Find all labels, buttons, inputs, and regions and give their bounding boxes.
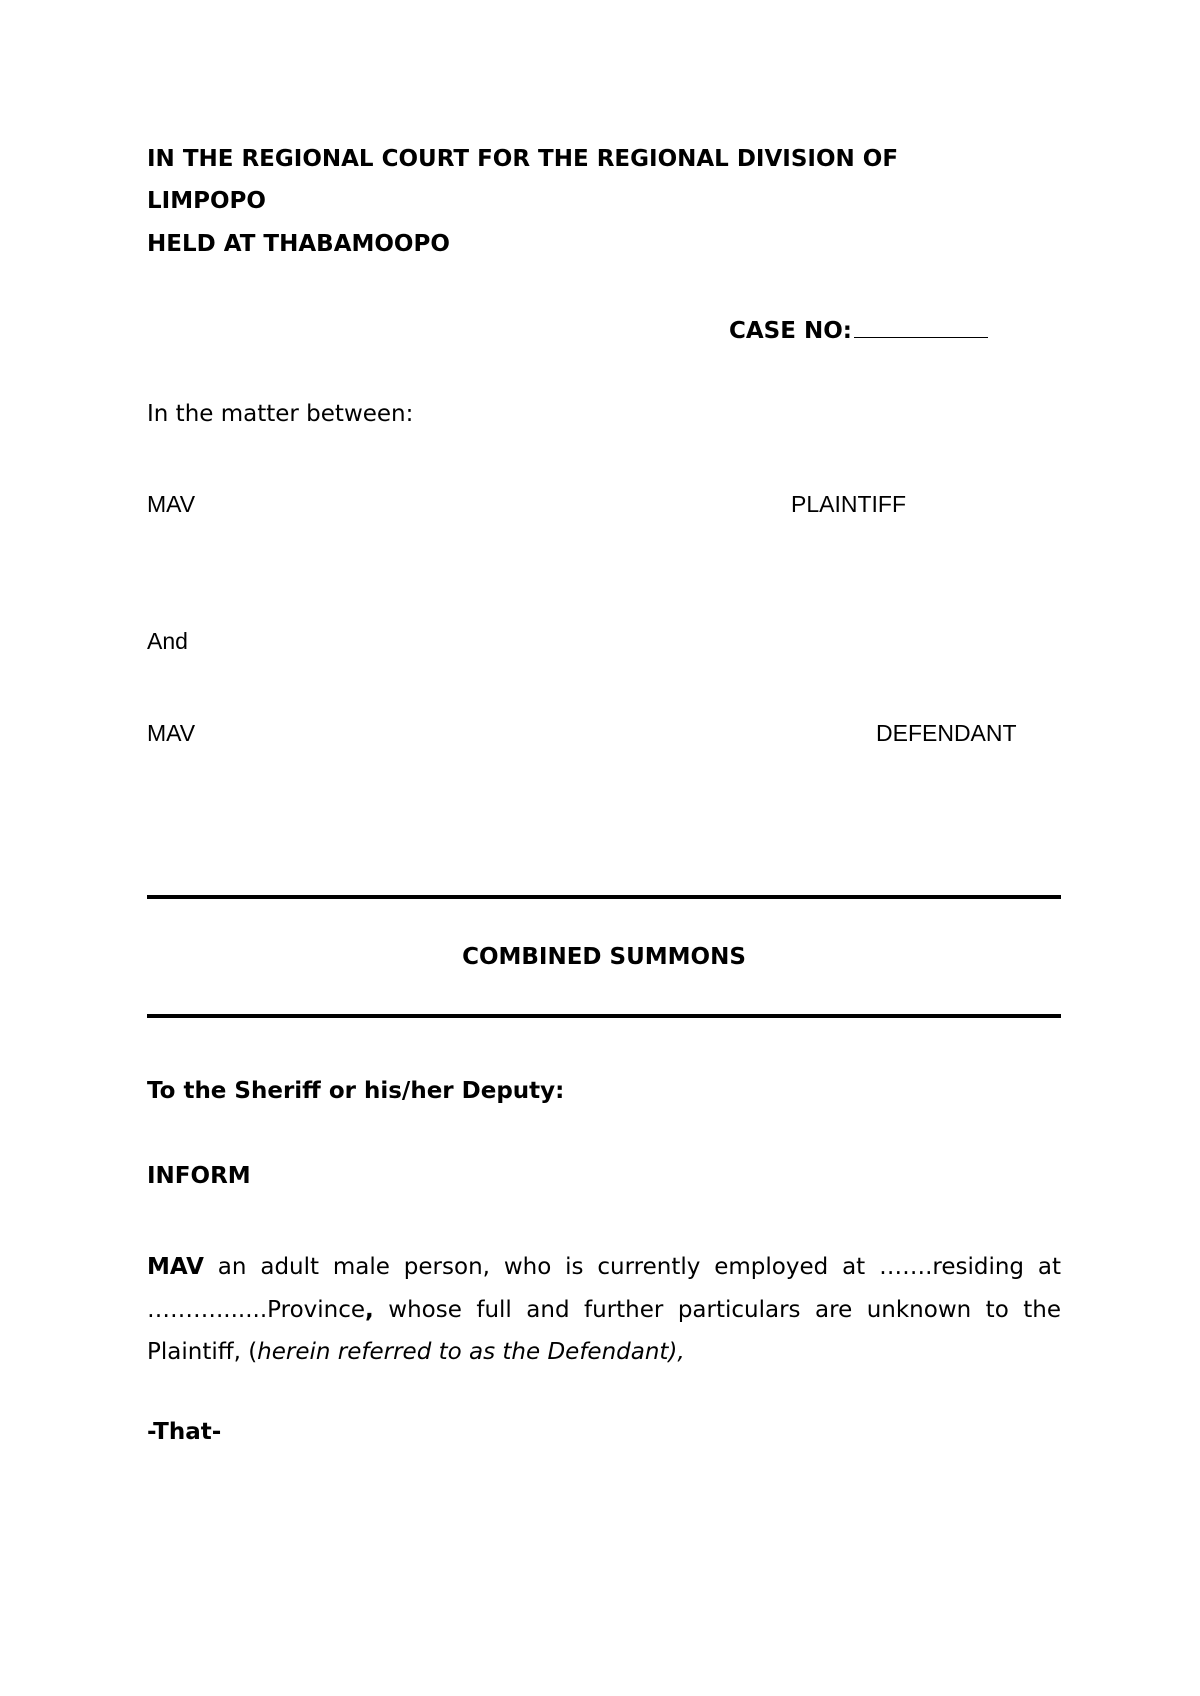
paragraph-line3-start: Plaintiff, ( <box>147 1339 258 1365</box>
defendant-name: MAV <box>147 720 196 746</box>
paragraph-line-3 <box>147 1331 1061 1374</box>
paragraph-line-2 <box>147 1289 1061 1332</box>
paragraph-line3-italic: herein referred to as the Defendant), <box>257 1339 685 1365</box>
conjunction-and: And <box>147 628 188 654</box>
inform-heading: INFORM <box>147 1163 251 1189</box>
plaintiff-role: PLAINTIFF <box>791 491 907 517</box>
document-title: COMBINED SUMMONS <box>462 944 746 970</box>
defendant-role: DEFENDANT <box>876 720 1017 746</box>
case-number-field <box>729 315 988 345</box>
case-number-blank <box>854 315 988 338</box>
paragraph-line2-start: ……….......Province <box>147 1296 366 1323</box>
held-at: HELD AT THABAMOOPO <box>147 231 450 257</box>
paragraph-line2-comma: , <box>365 1296 374 1323</box>
title-rule-bottom <box>147 1014 1061 1018</box>
paragraph-lead: MAV <box>147 1254 204 1280</box>
sheriff-address: To the Sheriff or his/her Deputy: <box>147 1078 565 1104</box>
court-title-line1: IN THE REGIONAL COURT FOR THE REGIONAL DIVISION OF <box>147 146 899 172</box>
paragraph-line2-end: whose full and further particulars are unknown to the <box>373 1296 1061 1323</box>
paragraph-line-1 <box>147 1246 1061 1289</box>
that-heading: -That- <box>147 1419 222 1445</box>
court-title-line2: LIMPOPO <box>147 188 266 214</box>
title-rule-top <box>147 895 1061 899</box>
plaintiff-name: MAV <box>147 491 196 517</box>
matter-intro: In the matter between: <box>147 401 414 427</box>
paragraph-line1-text: an adult male person, who is currently employed at …….residing at <box>203 1254 1061 1280</box>
case-number-label: CASE NO: <box>729 318 852 344</box>
defendant-paragraph <box>147 1246 1061 1374</box>
